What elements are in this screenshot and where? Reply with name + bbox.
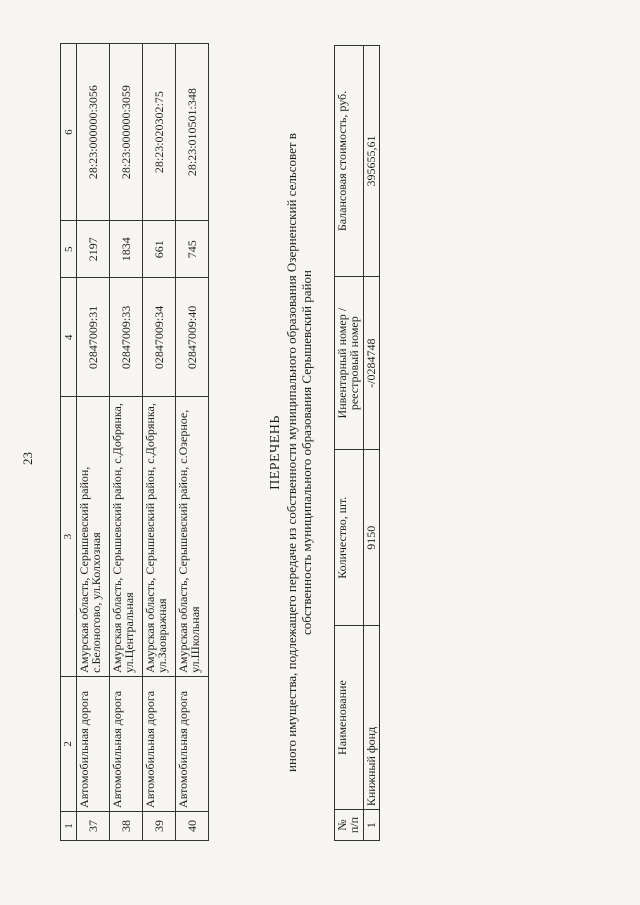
row-number: 40 bbox=[176, 811, 209, 840]
table-row bbox=[143, 44, 176, 841]
object-length: 661 bbox=[143, 221, 176, 278]
perechen-title: ПЕРЕЧЕНЬ bbox=[268, 415, 283, 490]
asset-name: Книжный фонд bbox=[364, 626, 380, 810]
roads-col-6-header: 6 bbox=[61, 44, 77, 221]
cadastral-number: 28:23:000000:3059 bbox=[110, 44, 143, 221]
object-type: Автомобильная дорога bbox=[176, 676, 209, 811]
object-address: Амурская область, Серышевский район, с.Добрянка, ул.Центральная bbox=[110, 397, 143, 676]
asset-number: 1 bbox=[364, 810, 380, 841]
object-id: 02847009:31 bbox=[77, 278, 110, 397]
table-row bbox=[364, 46, 380, 841]
object-id: 02847009:40 bbox=[176, 278, 209, 397]
roads-table bbox=[60, 43, 209, 841]
object-address: Амурская область, Серышевский район, с.Белоногово, ул.Колхозная bbox=[77, 397, 110, 676]
roads-col-2-header: 2 bbox=[61, 676, 77, 811]
object-address: Амурская область, Серышевский район, с.Озерное, ул.Школьная bbox=[176, 397, 209, 676]
row-number: 37 bbox=[77, 811, 110, 840]
assets-header-quantity: Количество, шт. bbox=[335, 450, 364, 626]
assets-table-header-row bbox=[335, 46, 364, 841]
assets-header-name: Наименование bbox=[335, 626, 364, 810]
table-row bbox=[176, 44, 209, 841]
table-row bbox=[77, 44, 110, 841]
assets-table bbox=[334, 45, 380, 841]
assets-header-number: № п/п bbox=[335, 810, 364, 841]
cadastral-number: 28:23:020302:75 bbox=[143, 44, 176, 221]
cadastral-number: 28:23:010501:348 bbox=[176, 44, 209, 221]
assets-header-balance-cost: Балансовая стоимость, руб. bbox=[335, 46, 364, 277]
roads-col-3-header: 3 bbox=[61, 397, 77, 676]
object-length: 1834 bbox=[110, 221, 143, 278]
asset-inventory-number: -/0284748 bbox=[364, 276, 380, 449]
row-number: 39 bbox=[143, 811, 176, 840]
object-type: Автомобильная дорога bbox=[143, 676, 176, 811]
perechen-subtitle-line-2: собственность муниципального образования Серышевский район bbox=[299, 270, 314, 635]
roads-col-4-header: 4 bbox=[61, 278, 77, 397]
roads-table-header-row bbox=[61, 44, 77, 841]
roads-col-5-header: 5 bbox=[61, 221, 77, 278]
object-length: 745 bbox=[176, 221, 209, 278]
table-row bbox=[110, 44, 143, 841]
assets-header-inventory-number: Инвентарный номер / реестровый номер bbox=[335, 276, 364, 449]
object-type: Автомобильная дорога bbox=[110, 676, 143, 811]
object-id: 02847009:33 bbox=[110, 278, 143, 397]
object-length: 2197 bbox=[77, 221, 110, 278]
row-number: 38 bbox=[110, 811, 143, 840]
cadastral-number: 28:23:000000:3056 bbox=[77, 44, 110, 221]
perechen-subtitle-line-1: иного имущества, подлежащего передаче из собственности муниципального образования Озерненский сельсовет в bbox=[284, 133, 299, 772]
roads-col-1-header: 1 bbox=[61, 811, 77, 840]
object-address: Амурская область, Серышевский район, с.Добрянка, ул.Заовражная bbox=[143, 397, 176, 676]
page-number: 23 bbox=[20, 452, 35, 465]
asset-quantity: 9150 bbox=[364, 450, 380, 626]
object-type: Автомобильная дорога bbox=[77, 676, 110, 811]
asset-balance-cost: 395655,61 bbox=[364, 46, 380, 277]
object-id: 02847009:34 bbox=[143, 278, 176, 397]
